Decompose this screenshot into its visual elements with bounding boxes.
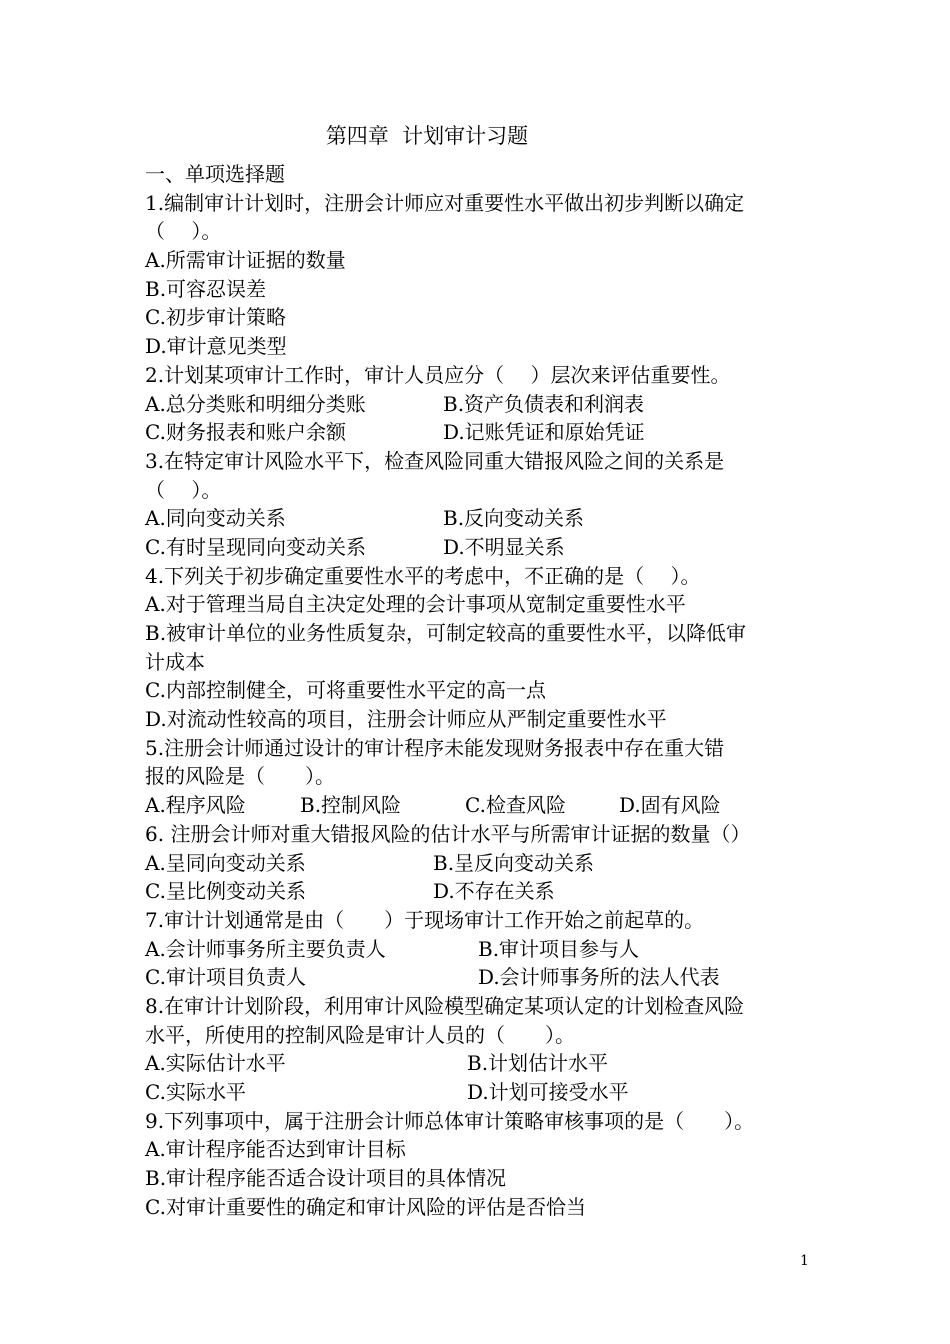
- question-8-option-c: C.实际水平: [145, 1080, 246, 1104]
- question-3-stem-cont: （ ）。: [145, 477, 222, 502]
- question-4-option-c: C.内部控制健全，可将重要性水平定的高一点: [145, 678, 546, 703]
- question-2-options-row-2: [145, 418, 809, 447]
- question-1-stem-cont: （ ）。: [145, 219, 222, 244]
- question-8-option-a: A.实际估计水平: [145, 1051, 286, 1076]
- question-2-option-c: C.财务报表和账户余额: [145, 420, 346, 445]
- question-6-stem: 6. 注册会计师对重大错报风险的估计水平与所需审计证据的数量（）: [145, 821, 751, 846]
- question-9-option-b: B.审计程序能否适合设计项目的具体情况: [145, 1166, 507, 1191]
- question-2-option-d: D.记账凭证和原始凭证: [443, 420, 645, 445]
- question-2-option-b: B.资产负债表和利润表: [443, 391, 645, 416]
- section-heading: 一、单项选择题: [145, 162, 285, 186]
- question-5-stem: 5.注册会计师通过设计的审计程序未能发现财务报表中存在重大错: [145, 735, 725, 760]
- question-5-option-d: D.固有风险: [619, 793, 721, 818]
- question-8-options-row-1: [145, 1049, 809, 1078]
- question-1-stem: 1.编制审计计划时，注册会计师应对重要性水平做出初步判断以确定: [145, 190, 745, 215]
- question-3-stem: 3.在特定审计风险水平下，检查风险同重大错报风险之间的关系是: [145, 448, 725, 473]
- page-number: 1: [800, 1253, 809, 1269]
- question-6-options-row-1: [145, 849, 809, 878]
- question-5-options-row: [145, 791, 809, 820]
- question-1-option-a: A.所需审计证据的数量: [145, 248, 346, 273]
- question-7-option-d: D.会计师事务所的法人代表: [478, 965, 720, 990]
- question-1-option-b: B.可容忍误差: [145, 276, 267, 301]
- question-9-option-a: A.审计程序能否达到审计目标: [145, 1137, 406, 1162]
- question-5-option-c: C.检查风险: [465, 793, 566, 818]
- question-4-stem: 4.下列关于初步确定重要性水平的考虑中，不正确的是（ ）。: [145, 563, 701, 588]
- question-4-option-d: D.对流动性较高的项目，注册会计师应从严制定重要性水平: [145, 707, 667, 732]
- question-4-option-a: A.对于管理当局自主决定处理的会计事项从宽制定重要性水平: [145, 592, 686, 617]
- question-2-option-a: A.总分类账和明细分类账: [145, 391, 366, 416]
- page-title: 第四章 计划审计习题: [325, 124, 529, 148]
- question-3-option-a: A.同向变动关系: [145, 506, 286, 531]
- question-list: [145, 160, 809, 1221]
- question-4-option-b: B.被审计单位的业务性质复杂，可制定较高的重要性水平，以降低审: [145, 621, 747, 645]
- question-8-option-b: B.计划估计水平: [467, 1051, 609, 1076]
- question-9-stem: 9.下列事项中，属于注册会计师总体审计策略审核事项的是（ ）。: [145, 1108, 755, 1133]
- question-5-stem-cont: 报的风险是（ ）。: [145, 764, 335, 789]
- question-1-option-d: D.审计意见类型: [145, 334, 287, 359]
- question-6-option-b: B.呈反向变动关系: [433, 850, 595, 875]
- question-3-options-row-2: [145, 533, 809, 562]
- question-3-option-c: C.有时呈现同向变动关系: [145, 534, 366, 559]
- question-6-options-row-2: [145, 877, 809, 906]
- question-6-option-c: C.呈比例变动关系: [145, 879, 306, 904]
- question-3-option-b: B.反向变动关系: [443, 506, 585, 531]
- question-7-option-b: B.审计项目参与人: [478, 936, 640, 961]
- question-7-options-row-2: [145, 963, 809, 992]
- question-4-option-b-cont: 计成本: [145, 649, 205, 674]
- question-7-stem: 7.审计计划通常是由（ ）于现场审计工作开始之前起草的。: [145, 907, 705, 932]
- question-8-stem-cont: 水平，所使用的控制风险是审计人员的（ ）。: [145, 1022, 575, 1047]
- question-5-option-a: A.程序风险: [145, 793, 246, 818]
- question-7-option-a: A.会计师事务所主要负责人: [145, 936, 386, 961]
- question-3-option-d: D.不明显关系: [443, 534, 565, 559]
- question-6-option-a: A.呈同向变动关系: [145, 850, 306, 875]
- question-5-option-b: B.控制风险: [300, 793, 402, 818]
- question-6-option-d: D.不存在关系: [433, 879, 555, 904]
- question-2-stem: 2.计划某项审计工作时，审计人员应分（ ）层次来评估重要性。: [145, 362, 731, 387]
- question-7-options-row-1: [145, 935, 809, 964]
- question-8-stem: 8.在审计计划阶段，利用审计风险模型确定某项认定的计划检查风险: [145, 993, 745, 1018]
- question-2-options-row-1: [145, 390, 809, 419]
- question-8-options-row-2: [145, 1078, 809, 1107]
- question-8-option-d: D.计划可接受水平: [467, 1080, 629, 1104]
- question-9-option-c: C.对审计重要性的确定和审计风险的评估是否恰当: [145, 1194, 586, 1219]
- question-7-option-c: C.审计项目负责人: [145, 965, 306, 990]
- question-3-options-row-1: [145, 504, 809, 533]
- question-1-option-c: C.初步审计策略: [145, 305, 286, 330]
